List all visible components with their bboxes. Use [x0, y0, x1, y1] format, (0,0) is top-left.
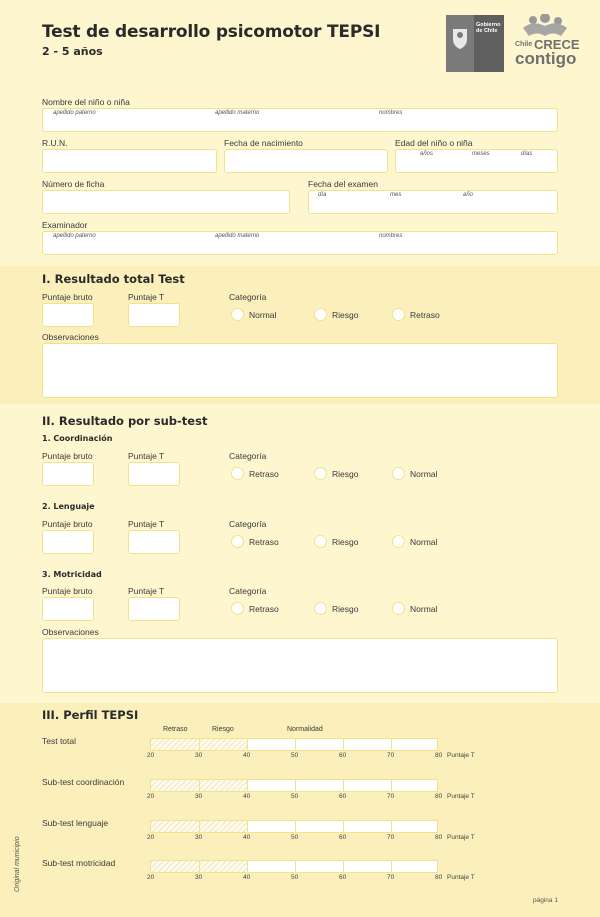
profile-tick-label: 50	[291, 793, 299, 800]
profile-bar[interactable]	[150, 738, 438, 751]
profile-tick-label: 40	[243, 793, 251, 800]
examiner-hint-maternal: apellido materno	[215, 233, 260, 239]
st1-radio-retraso[interactable]	[231, 467, 244, 480]
profile-bar[interactable]	[150, 779, 438, 792]
profile-tick-label: 70	[387, 834, 395, 841]
subtest-1-title: 1. Coordinación	[42, 434, 113, 443]
section-3-title: III. Perfil TEPSI	[42, 708, 139, 722]
profile-bar-gridline	[247, 739, 248, 750]
st1-t-score-label: Puntaje T	[128, 451, 165, 461]
profile-bar-gridline	[343, 861, 344, 872]
st1-radio-normal[interactable]	[392, 467, 405, 480]
s1-t-score-field[interactable]	[128, 303, 180, 327]
profile-row-label: Sub-test motricidad	[42, 858, 116, 868]
profile-bar[interactable]	[150, 860, 438, 873]
st2-radio-riesgo[interactable]	[314, 535, 327, 548]
profile-tick-label: 60	[339, 834, 347, 841]
profile-bar-gridline	[199, 739, 200, 750]
st1-t-score-field[interactable]	[128, 462, 180, 486]
name-hint-maternal: apellido materno	[215, 110, 260, 116]
profile-tick-label: 60	[339, 752, 347, 759]
name-label: Nombre del niño o niña	[42, 97, 130, 107]
s1-radio-retraso[interactable]	[392, 308, 405, 321]
zone-label-normalidad: Normalidad	[287, 726, 323, 733]
birth-date-field[interactable]	[224, 149, 388, 173]
section-2-title: II. Resultado por sub-test	[42, 414, 208, 428]
age-hint-months: meses	[472, 151, 490, 157]
profile-bar-gridline	[247, 821, 248, 832]
examiner-hint-paternal: apellido paterno	[53, 233, 96, 239]
s1-observations-label: Observaciones	[42, 332, 99, 342]
s1-radio-riesgo[interactable]	[314, 308, 327, 321]
profile-tick-label: 40	[243, 752, 251, 759]
profile-tick-label: 70	[387, 793, 395, 800]
st2-category-label: Categoría	[229, 519, 267, 529]
s1-t-score-label: Puntaje T	[128, 292, 165, 302]
profile-bar-gridline	[247, 780, 248, 791]
profile-row-label: Sub-test lenguaje	[42, 818, 109, 828]
s2-observations-label: Observaciones	[42, 627, 99, 637]
st3-t-score-label: Puntaje T	[128, 586, 165, 596]
profile-bar-gridline	[295, 861, 296, 872]
file-number-label: Número de ficha	[42, 179, 105, 189]
s1-option-riesgo: Riesgo	[332, 310, 359, 320]
profile-bar-gridline	[391, 780, 392, 791]
st1-radio-riesgo[interactable]	[314, 467, 327, 480]
profile-tick-label: 30	[195, 752, 203, 759]
birth-date-label: Fecha de nacimiento	[224, 138, 303, 148]
file-number-field[interactable]	[42, 190, 290, 214]
s1-option-retraso: Retraso	[410, 310, 440, 320]
page-title: Test de desarrollo psicomotor TEPSI	[42, 22, 381, 42]
st1-raw-score-field[interactable]	[42, 462, 94, 486]
profile-unit-label: Puntaje T	[447, 793, 475, 800]
chile-crece-contigo-logo	[513, 14, 578, 72]
profile-tick-label: 30	[195, 793, 203, 800]
profile-bar-gridline	[199, 861, 200, 872]
profile-tick-label: 80	[435, 834, 443, 841]
s1-raw-score-label: Puntaje bruto	[42, 292, 93, 302]
family-icon	[513, 14, 578, 38]
age-label: Edad del niño o niña	[395, 138, 473, 148]
profile-bar-gridline	[295, 739, 296, 750]
profile-tick-label: 30	[195, 874, 203, 881]
profile-tick-label: 20	[147, 834, 155, 841]
name-hint-paternal: apellido paterno	[53, 110, 96, 116]
page-number: página 1	[533, 897, 558, 904]
page-subtitle: 2 - 5 años	[42, 45, 103, 58]
s1-observations-field[interactable]	[42, 343, 558, 398]
s1-radio-normal[interactable]	[231, 308, 244, 321]
st3-radio-riesgo[interactable]	[314, 602, 327, 615]
profile-row-label: Test total	[42, 736, 77, 746]
st3-raw-score-field[interactable]	[42, 597, 94, 621]
st2-radio-retraso[interactable]	[231, 535, 244, 548]
profile-tick-label: 40	[243, 834, 251, 841]
profile-bar-gridline	[391, 821, 392, 832]
profile-tick-label: 40	[243, 874, 251, 881]
st2-t-score-field[interactable]	[128, 530, 180, 554]
logo-line-contigo: contigo	[515, 49, 577, 68]
profile-row-label: Sub-test coordinación	[42, 777, 125, 787]
st1-option-normal: Normal	[410, 469, 438, 479]
profile-bar-gridline	[343, 780, 344, 791]
st1-option-retraso: Retraso	[249, 469, 279, 479]
st3-raw-score-label: Puntaje bruto	[42, 586, 93, 596]
st2-option-riesgo: Riesgo	[332, 537, 359, 547]
st3-option-riesgo: Riesgo	[332, 604, 359, 614]
profile-tick-label: 20	[147, 874, 155, 881]
st3-category-label: Categoría	[229, 586, 267, 596]
examiner-field[interactable]	[42, 231, 558, 255]
profile-bar[interactable]	[150, 820, 438, 833]
st1-option-riesgo: Riesgo	[332, 469, 359, 479]
zone-label-riesgo: Riesgo	[212, 726, 234, 733]
profile-bar-gridline	[199, 821, 200, 832]
st2-option-retraso: Retraso	[249, 537, 279, 547]
st2-raw-score-label: Puntaje bruto	[42, 519, 93, 529]
s1-raw-score-field[interactable]	[42, 303, 94, 327]
exam-date-label: Fecha del examen	[308, 179, 378, 189]
profile-bar-gridline	[391, 739, 392, 750]
st2-option-normal: Normal	[410, 537, 438, 547]
profile-tick-label: 50	[291, 834, 299, 841]
profile-bar-gridline	[391, 861, 392, 872]
profile-tick-label: 30	[195, 834, 203, 841]
run-label: R.U.N.	[42, 138, 68, 148]
zone-label-retraso: Retraso	[163, 726, 188, 733]
profile-tick-label: 20	[147, 752, 155, 759]
exam-hint-day: día	[318, 192, 327, 198]
exam-hint-month: mes	[390, 192, 402, 198]
shield-icon	[446, 15, 474, 72]
profile-tick-label: 80	[435, 793, 443, 800]
s2-observations-field[interactable]	[42, 638, 558, 693]
gobierno-de-chile-text: Gobierno de Chile	[474, 15, 504, 72]
st2-radio-normal[interactable]	[392, 535, 405, 548]
s1-category-label: Categoría	[229, 292, 267, 302]
profile-tick-label: 50	[291, 752, 299, 759]
logo-line-crece: CRECE	[534, 37, 580, 52]
profile-bar-gridline	[199, 780, 200, 791]
profile-unit-label: Puntaje T	[447, 874, 475, 881]
gobierno-de-chile-logo	[446, 15, 504, 72]
original-municipio-note: Original municipio	[14, 836, 21, 892]
exam-date-field[interactable]	[308, 190, 558, 214]
profile-unit-label: Puntaje T	[447, 834, 475, 841]
st1-raw-score-label: Puntaje bruto	[42, 451, 93, 461]
profile-tick-label: 60	[339, 793, 347, 800]
st3-option-normal: Normal	[410, 604, 438, 614]
name-hint-names: nombres	[379, 110, 403, 116]
st3-option-retraso: Retraso	[249, 604, 279, 614]
st3-radio-retraso[interactable]	[231, 602, 244, 615]
profile-tick-label: 20	[147, 793, 155, 800]
profile-tick-label: 70	[387, 874, 395, 881]
profile-bar-gridline	[247, 861, 248, 872]
section-3-band	[0, 703, 600, 917]
st1-category-label: Categoría	[229, 451, 267, 461]
exam-hint-year: año	[463, 192, 474, 198]
st3-radio-normal[interactable]	[392, 602, 405, 615]
s1-option-normal: Normal	[249, 310, 277, 320]
profile-tick-label: 50	[291, 874, 299, 881]
profile-tick-label: 60	[339, 874, 347, 881]
profile-tick-label: 80	[435, 874, 443, 881]
age-hint-days: días	[521, 151, 533, 157]
profile-bar-gridline	[295, 821, 296, 832]
age-hint-years: años	[420, 151, 434, 157]
examiner-hint-names: nombres	[379, 233, 403, 239]
name-field[interactable]	[42, 108, 558, 132]
profile-unit-label: Puntaje T	[447, 752, 475, 759]
profile-tick-label: 70	[387, 752, 395, 759]
profile-bar-gridline	[295, 780, 296, 791]
subtest-2-title: 2. Lenguaje	[42, 502, 95, 511]
st2-raw-score-field[interactable]	[42, 530, 94, 554]
st2-t-score-label: Puntaje T	[128, 519, 165, 529]
subtest-3-title: 3. Motricidad	[42, 570, 102, 579]
section-1-title: I. Resultado total Test	[42, 272, 185, 286]
profile-tick-label: 80	[435, 752, 443, 759]
run-field[interactable]	[42, 149, 217, 173]
logo-line-chile: Chile	[515, 41, 533, 48]
profile-bar-gridline	[343, 739, 344, 750]
st3-t-score-field[interactable]	[128, 597, 180, 621]
examiner-label: Examinador	[42, 220, 88, 230]
profile-bar-gridline	[343, 821, 344, 832]
